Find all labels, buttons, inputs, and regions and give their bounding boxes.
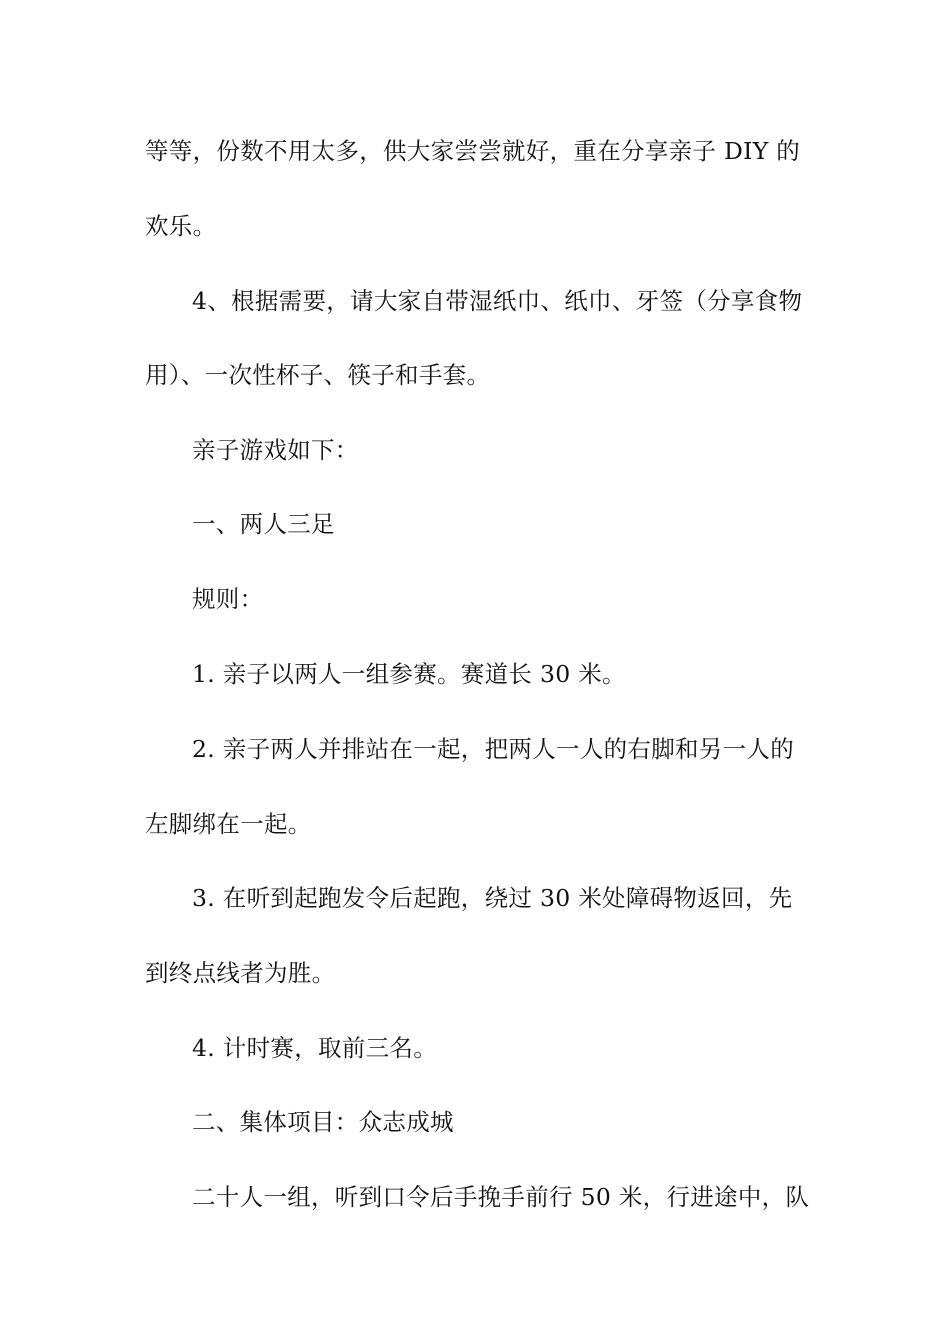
paragraph-line: 用）、一次性杯子、筷子和手套。: [145, 361, 491, 389]
rule-item: 1. 亲子以两人一组参赛。赛道长 30 米。: [192, 660, 626, 688]
rule-item: 2. 亲子两人并排站在一起，把两人一人的右脚和另一人的: [192, 735, 794, 763]
paragraph-line: 4、根据需要，请大家自带湿纸巾、纸巾、牙签（分享食物: [192, 287, 803, 315]
section-heading: 一、两人三足: [192, 510, 335, 538]
section-heading: 二、集体项目：众志成城: [192, 1108, 454, 1136]
section-intro: 亲子游戏如下：: [192, 436, 359, 464]
paragraph-line: 欢乐。: [145, 212, 217, 240]
paragraph-line: 到终点线者为胜。: [145, 959, 336, 987]
rules-label: 规则：: [192, 585, 264, 613]
paragraph-line: 左脚绑在一起。: [145, 810, 312, 838]
rule-item: 4. 计时赛，取前三名。: [192, 1034, 437, 1062]
paragraph-line: 二十人一组，听到口令后手挽手前行 50 米，行进途中，队: [192, 1183, 810, 1211]
paragraph-line: 等等，份数不用太多，供大家尝尝就好，重在分享亲子 DIY 的: [145, 137, 801, 165]
rule-item: 3. 在听到起跑发令后起跑，绕过 30 米处障碍物返回，先: [192, 884, 793, 912]
